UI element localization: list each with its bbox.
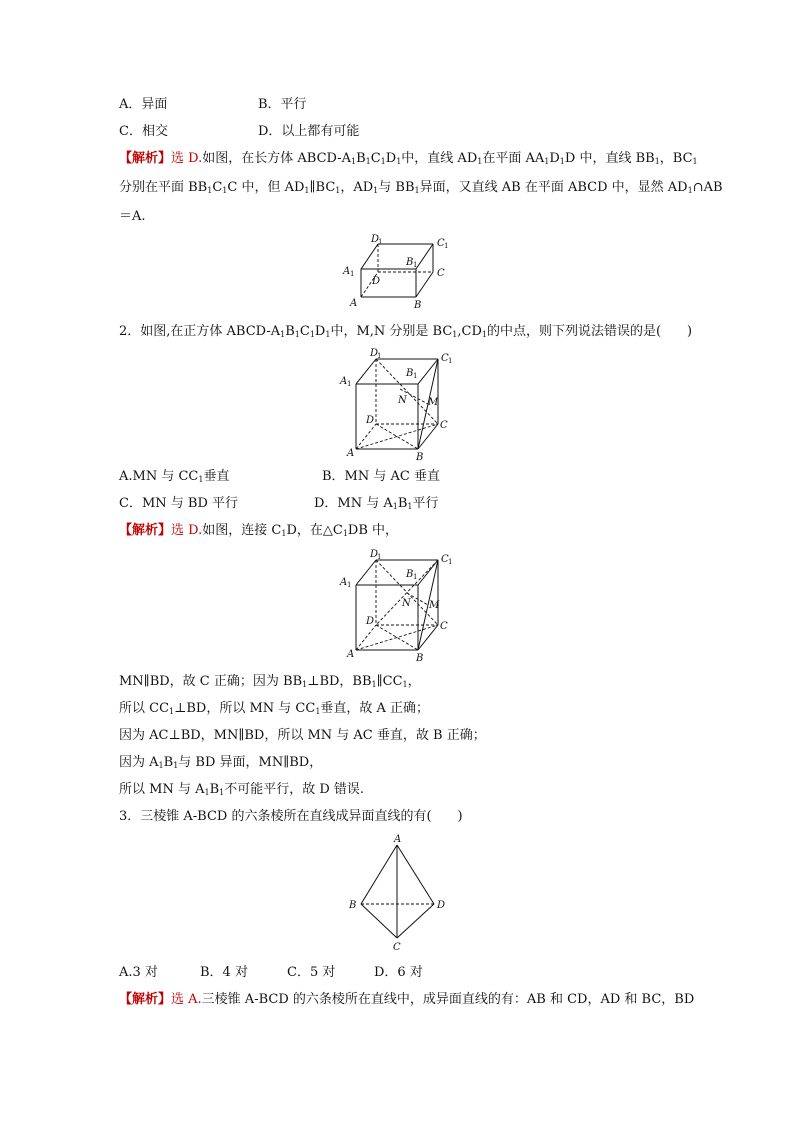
text: D．MN 与 A [314,496,393,511]
label-c: C [440,420,448,431]
text: D [385,151,397,166]
label-a: A [350,298,358,309]
sub-1: 1 [347,380,352,388]
option-d: D．MN 与 $A_1B_1$平行 [314,496,439,511]
text: D 中，直线 BB [564,151,655,166]
text: 平行 [412,496,439,511]
label-c1: C [441,554,449,565]
text: ，BC [659,151,693,166]
text: 与 BB [378,180,415,195]
option-b: B．平行 [258,97,307,112]
label-a: A [347,649,355,660]
q2-figure-cube-solution [338,545,458,663]
sub-1: 1 [347,581,352,589]
option-c: C．相交 [119,124,168,139]
label-c: C [393,942,401,953]
text: D [314,324,326,339]
label-b: B [349,900,357,911]
text: ∥BC [309,180,336,195]
option-b: B．MN 与 AC 垂直 [322,469,440,484]
q2-figure-cube [338,344,458,462]
text: C [212,180,223,195]
q1-analysis-line-3: ＝A. [119,209,146,224]
text: DB 中， [347,523,399,538]
option-c: C．MN 与 BD 平行 [119,496,239,511]
text: 在平面 AA [482,151,545,166]
sub-1: 1 [444,242,449,250]
label-a1: A [340,577,348,588]
text: ，AD [340,180,374,195]
text: A.MN 与 CC [119,469,199,484]
text: 不可能平行，故 D 错误. [224,782,365,797]
label-d: D [437,900,446,911]
label-b1: B [406,257,414,268]
text: 垂直 [203,469,230,484]
q2-proof-line-4: 因为 $A_1B_1$与 BD 异面，MN∥BD， [119,755,323,770]
text: D，在△C [286,523,343,538]
q2-stem: 2．如图,在正方体 ABCD-$A_1B_1C_1D_1$中，M,N 分别是 $BC_1,CD_1$的中点，则下列说法错误的是( ) [119,324,693,339]
analysis-tag: 【解析】 [119,992,172,1007]
option-a: A.MN 与 $CC_1$垂直 [119,469,230,484]
text: B [209,782,220,797]
label-m: M [428,397,439,408]
label-d1: D [370,549,379,560]
label-a1: A [343,266,351,277]
option-d: D．6 对 [374,965,423,980]
sub-1: 1 [350,270,355,278]
label-b1: B [406,569,414,580]
label-d1: D [370,348,379,359]
label-d: D [372,276,381,287]
text: 所以 MN 与 A [119,782,205,797]
sub-1: 1 [448,357,453,365]
label-a: A [347,448,355,459]
label-a1: A [340,376,348,387]
text: ∩AB [692,180,723,195]
label-b: B [416,452,424,462]
label-a: A [394,834,402,845]
text: 三棱锥 A-BCD 的六条棱所在直线中，成异面直线的有：AB 和 CD，AD 和 BC，BD [201,992,695,1007]
text: 异面，又直线 AB 在平面 ABCD 中，显然 AD [419,180,688,195]
text: 中，直线 AD [401,151,478,166]
label-d: D [366,616,375,627]
label-b: B [416,653,424,663]
text: 如图，连接 C [202,523,282,538]
q2-analysis-line: 【解析】选 D.如图，连接 $C_1D$，在$\triangle C_1DB$ 中， [119,523,399,538]
text: 的中点，则下列说法错误的是( ) [486,324,693,339]
label-b1: B [406,368,414,379]
analysis-tag: 【解析】 [119,151,172,166]
label-b: B [414,300,422,311]
sub-1: 1 [413,261,418,269]
text: ∥CC [376,674,403,689]
q2-proof-line-2: 所以 $CC_1\perp BD$，所以 MN 与 $CC_1$垂直，故 A 正确； [119,701,430,716]
label-c: C [440,621,448,632]
option-c: C．5 对 [287,965,336,980]
option-d: D．以上都有可能 [258,124,360,139]
q3-figure-tetrahedron [342,832,452,954]
q3-stem: 3．三棱锥 A-BCD 的六条棱所在直线成异面直线的有( ) [119,809,463,824]
analysis-choice: 选 D. [171,151,203,166]
text: C [299,324,310,339]
label-d1: D [371,234,380,245]
text: B [397,496,408,511]
analysis-choice: 选 A. [171,992,202,1007]
label-c: C [437,268,445,279]
sub-1: 1 [378,238,383,246]
text: 因为 A [119,755,159,770]
text: ， [407,674,421,689]
text: ⊥BD，所以 MN 与 CC [174,701,316,716]
label-c1: C [441,353,449,364]
sub-1: 1 [377,553,382,561]
text: 与 BD 异面，MN∥BD， [178,755,323,770]
q1-analysis-line-2: 分别在平面 $BB_1C_1C$ 中，但 $AD_1\parallel BC_1$，$AD_1$与 $BB_1$异面，又直线 AB 在平面 ABCD 中，显然 $AD_1\cap AB$ [119,180,723,195]
q2-proof-line-5: 所以 MN 与 $A_1B_1$不可能平行，故 D 错误. [119,782,365,797]
option-a: A.3 对 [119,965,158,980]
label-n: N [398,395,407,406]
text: 所以 CC [119,701,170,716]
q1-analysis-line-1: 【解析】选 D.如图，在长方体 ABCD-$A_1B_1C_1D_1$中，直线 $AD_1$在平面 $AA_1D_1D$ 中，直线 $BB_1$，$BC_1$ [119,151,698,166]
text: D [549,151,560,166]
text: MN∥BD，故 C 正确；因为 BB [119,674,303,689]
option-a: A．异面 [119,97,168,112]
q2-proof-line-3: 因为 AC⊥BD，MN∥BD，所以 MN 与 AC 垂直，故 B 正确； [119,728,486,743]
text: 中，M,N 分别是 BC [330,324,453,339]
text: 分别在平面 BB [119,180,208,195]
analysis-choice: 选 D. [171,523,203,538]
sub-1: 1 [413,573,418,581]
text: B [163,755,174,770]
text: C [370,151,381,166]
analysis-tag: 【解析】 [119,523,172,538]
text: 2．如图,在正方体 ABCD-A [119,324,281,339]
label-m: M [429,600,440,611]
text: B [285,324,295,339]
label-n: N [402,598,411,609]
q3-analysis-line [119,991,694,1009]
q1-figure-cuboid [338,232,458,312]
text: ,CD [457,324,482,339]
sub-1: 1 [377,352,382,360]
option-b: B．4 对 [200,965,248,980]
sub-1: 1 [413,372,418,380]
text: B [356,151,366,166]
q2-proof-line-1: MN∥BD，故 C 正确；因为 $BB_1\perp BD$，$BB_1\parallel CC_1$， [119,674,421,689]
label-c1: C [437,238,445,249]
label-d: D [366,415,375,426]
text: 如图，在长方体 ABCD-A [202,151,351,166]
text: 垂直，故 A 正确； [320,701,430,716]
sub-1: 1 [448,558,453,566]
text: C 中，但 AD [227,180,305,195]
text: ⊥BD，BB [307,674,372,689]
